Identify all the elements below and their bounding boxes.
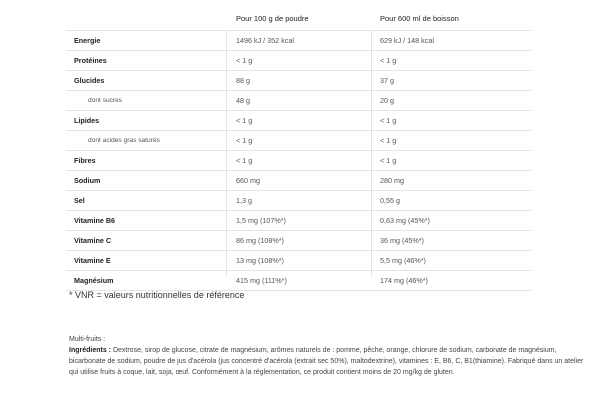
- value-per-600ml: 20 g: [380, 96, 394, 105]
- vnr-footnote: * VNR = valeurs nutritionnelles de référence: [69, 290, 245, 300]
- value-per-100g: 415 mg (111%*): [236, 276, 287, 285]
- flavor-label: Multi-fruits :: [69, 336, 106, 343]
- nutrition-table: [66, 8, 531, 291]
- value-per-100g: 660 mg: [236, 176, 260, 185]
- ingredients-block: [69, 334, 589, 378]
- table-row: [66, 50, 531, 70]
- nutrient-name: Protéines: [74, 56, 107, 65]
- value-per-600ml: 174 mg (46%*): [380, 276, 428, 285]
- table-row: [66, 190, 531, 210]
- value-per-100g: 1,5 mg (107%*): [236, 216, 286, 225]
- nutrient-name: Vitamine B6: [74, 216, 116, 225]
- value-per-600ml: 629 kJ / 148 kcal: [380, 36, 434, 45]
- table-body: [66, 30, 531, 291]
- value-per-600ml: 0,63 mg (45%*): [380, 216, 430, 225]
- table-row: [66, 150, 531, 170]
- table-row: [66, 210, 531, 230]
- nutrient-name: Sel: [74, 196, 85, 205]
- nutrient-name: Vitamine C: [74, 236, 112, 245]
- value-per-600ml: < 1 g: [380, 116, 397, 125]
- header-per-100g: Pour 100 g de poudre: [236, 14, 309, 23]
- table-row: [66, 230, 531, 250]
- value-per-100g: 1,3 g: [236, 196, 252, 205]
- value-per-600ml: 0,55 g: [380, 196, 400, 205]
- table-row: [66, 110, 531, 130]
- table-row: [66, 130, 531, 150]
- value-per-600ml: < 1 g: [380, 136, 397, 145]
- table-row: [66, 250, 531, 270]
- ingredients-text: Dextrose, sirop de glucose, citrate de magnésium, arômes naturels de : pomme, pêche, orange, chlorure de sodium, carbonate de magnésium, bicarbonate de sodium, poudre de jus d'acérola (jus concentré d'acérola (extrait sec 50%), maltodextrine), vitamines : E, B6, C, B1(thiamine). Fabriqué dans un atelier qui utilise fruits à coque, lait, soja, œuf. Conformément à la réglementation, ce produit contient moins de 20 mg/kg de gluten.: [69, 347, 584, 376]
- table-header: [66, 8, 531, 30]
- table-row: [66, 170, 531, 190]
- value-per-600ml: 36 mg (45%*): [380, 236, 424, 245]
- table-row: [66, 90, 531, 110]
- value-per-100g: < 1 g: [236, 156, 253, 165]
- nutrient-name: dont sucres: [88, 97, 123, 104]
- nutrient-name: Lipides: [74, 116, 100, 125]
- nutrient-name: Sodium: [74, 176, 101, 185]
- value-per-600ml: 280 mg: [380, 176, 404, 185]
- value-per-100g: 88 g: [236, 76, 250, 85]
- ingredients-label: Ingrédients :: [69, 347, 112, 354]
- column-divider: [371, 30, 372, 277]
- value-per-100g: 1496 kJ / 352 kcal: [236, 36, 294, 45]
- nutrient-name: dont acides gras saturés: [88, 137, 160, 144]
- column-divider: [226, 30, 227, 277]
- header-per-600ml: Pour 600 ml de boisson: [380, 14, 459, 23]
- value-per-100g: 48 g: [236, 96, 250, 105]
- value-per-600ml: 37 g: [380, 76, 394, 85]
- table-row: [66, 30, 531, 50]
- nutrient-name: Fibres: [74, 156, 96, 165]
- nutrient-name: Magnésium: [74, 276, 114, 285]
- value-per-600ml: 5,5 mg (46%*): [380, 256, 426, 265]
- value-per-100g: < 1 g: [236, 136, 253, 145]
- value-per-600ml: < 1 g: [380, 156, 397, 165]
- nutrient-name: Glucides: [74, 76, 105, 85]
- value-per-100g: < 1 g: [236, 116, 253, 125]
- table-row: [66, 70, 531, 90]
- nutrient-name: Vitamine E: [74, 256, 111, 265]
- table-row: [66, 270, 531, 291]
- value-per-100g: 13 mg (108%*): [236, 256, 284, 265]
- nutrient-name: Energie: [74, 36, 101, 45]
- value-per-600ml: < 1 g: [380, 56, 397, 65]
- value-per-100g: 86 mg (108%*): [236, 236, 284, 245]
- value-per-100g: < 1 g: [236, 56, 253, 65]
